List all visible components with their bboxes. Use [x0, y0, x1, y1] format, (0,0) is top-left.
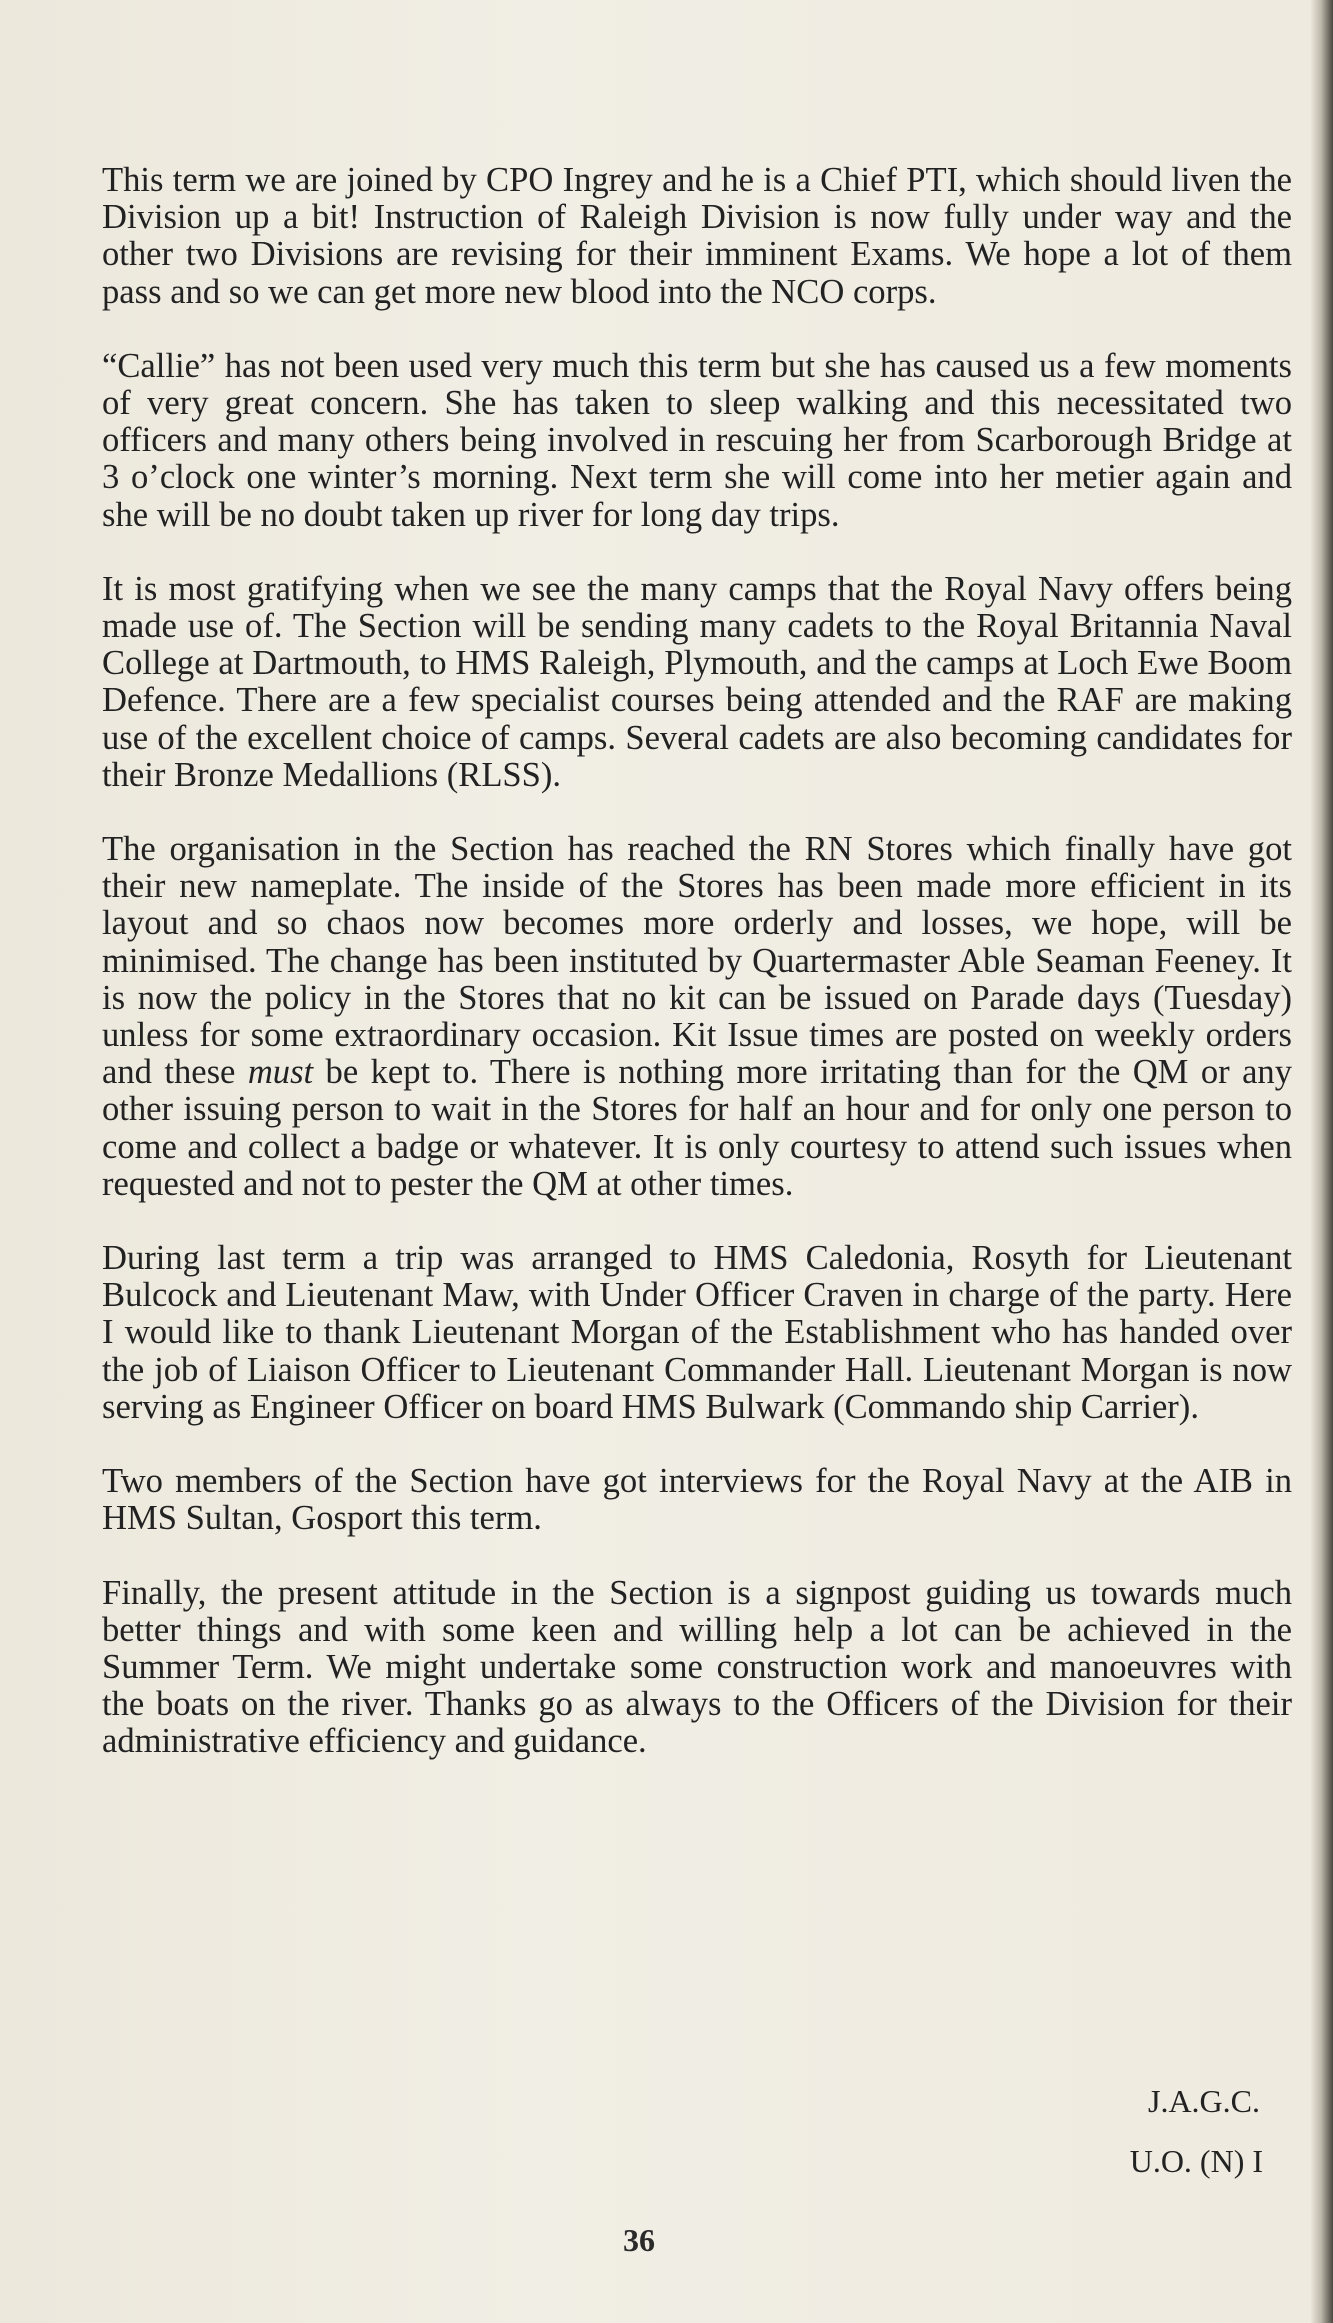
paragraph-ngrey — [102, 162, 1292, 311]
paragraph-camps — [102, 571, 1292, 794]
page-binding-edge — [1311, 0, 1333, 2323]
paragraph-finally — [102, 1575, 1292, 1761]
emphasis-text: must — [247, 1053, 314, 1092]
paragraph-text: It is most gratifying when we see the many camps that the Royal Navy offers being made use of. The Section will be sending many cadets to the Royal Britannia Naval College at Dartmouth, to HMS Raleigh, Plymouth, and the camps at Loch Ewe Boom Defence. There are a few specialist courses being attended and the RAF are making use of the excellent choice of camps. Several cadets are also becoming candidates for their Bronze Medallions (RLSS). — [102, 569, 1292, 794]
paragraph-caledonia-trip — [102, 1240, 1292, 1426]
paragraph-text: This term we are joined by CPO Ingrey and he is a Chief PTI, which should liven the Division up a bit! Instruction of Raleigh Division is now fully under way and the other two Divisions are revising for their imminent Exams. We hope a lot of them pass and so we can get more new blood into the NCO corps. — [102, 161, 1292, 311]
page-number: 36 — [623, 2222, 655, 2258]
signature-initials: J.A.G.C. — [1147, 2083, 1260, 2119]
paragraph-stores — [102, 831, 1292, 1203]
paragraph-text: During last term a trip was arranged to HMS Caledonia, Rosyth for Lieutenant Bulcock and Lieutenant Maw, with Under Officer Craven in charge of the party. Here I would like to thank Lieutenant Morgan of the Establishment who has handed over the job of Liaison Officer to Lieutenant Commander Hall. Lieutenant Morgan is now serving as Engineer Officer on board HMS Bulwark (Commando ship Carrier). — [102, 1239, 1292, 1426]
paragraph-text: The organisation in the Section has reached the RN Stores which finally have got their new nameplate. The inside of the Stores has been made more efficient in its layout and so chaos now becomes more orderly and losses, we hope, will be minimised. The change has been instituted by Quartermaster Able Seaman Feeney. It is now the policy in the Stores that no kit can be issued on Parade days (Tuesday) unless for some extraordinary occasion. Kit Issue times are posted on weekly orders and these — [102, 830, 1292, 1092]
paragraph-text: “Callie” has not been used very much this term but she has caused us a few moments of very great concern. She has taken to sleep walking and this necessitated two officers and many others being involved in rescuing her from Scarborough Bridge at 3 o’clock one winter’s morning. Next term she will come into her metier again and she will be no doubt taken up river for long day trips. — [102, 346, 1292, 534]
signature-rank: U.O. (N) I — [1129, 2143, 1263, 2179]
article-body — [102, 162, 1292, 1798]
paragraph-text: Finally, the present attitude in the Section is a signpost guiding us towards much better things and with some keen and willing help a lot can be achieved in the Summer Term. We might undertake some construction work and manoeuvres with the boats on the river. Thanks go as always to the Officers of the Division for their administrative efficiency and guidance. — [102, 1573, 1292, 1761]
paragraph-text: Two members of the Section have got interviews for the Royal Navy at the AIB in HMS Sultan, Gosport this term. — [102, 1462, 1292, 1538]
paragraph-callie — [102, 348, 1292, 534]
paragraph-text: be kept to. There is nothing more irritating than for the QM or any other issuing person to wait in the Stores for half an hour and for only one person to come and collect a badge or whatever. It is only courtesy to attend such issues when requested and not to pester the QM at other times. — [102, 1053, 1292, 1203]
paragraph-interviews — [102, 1463, 1292, 1537]
